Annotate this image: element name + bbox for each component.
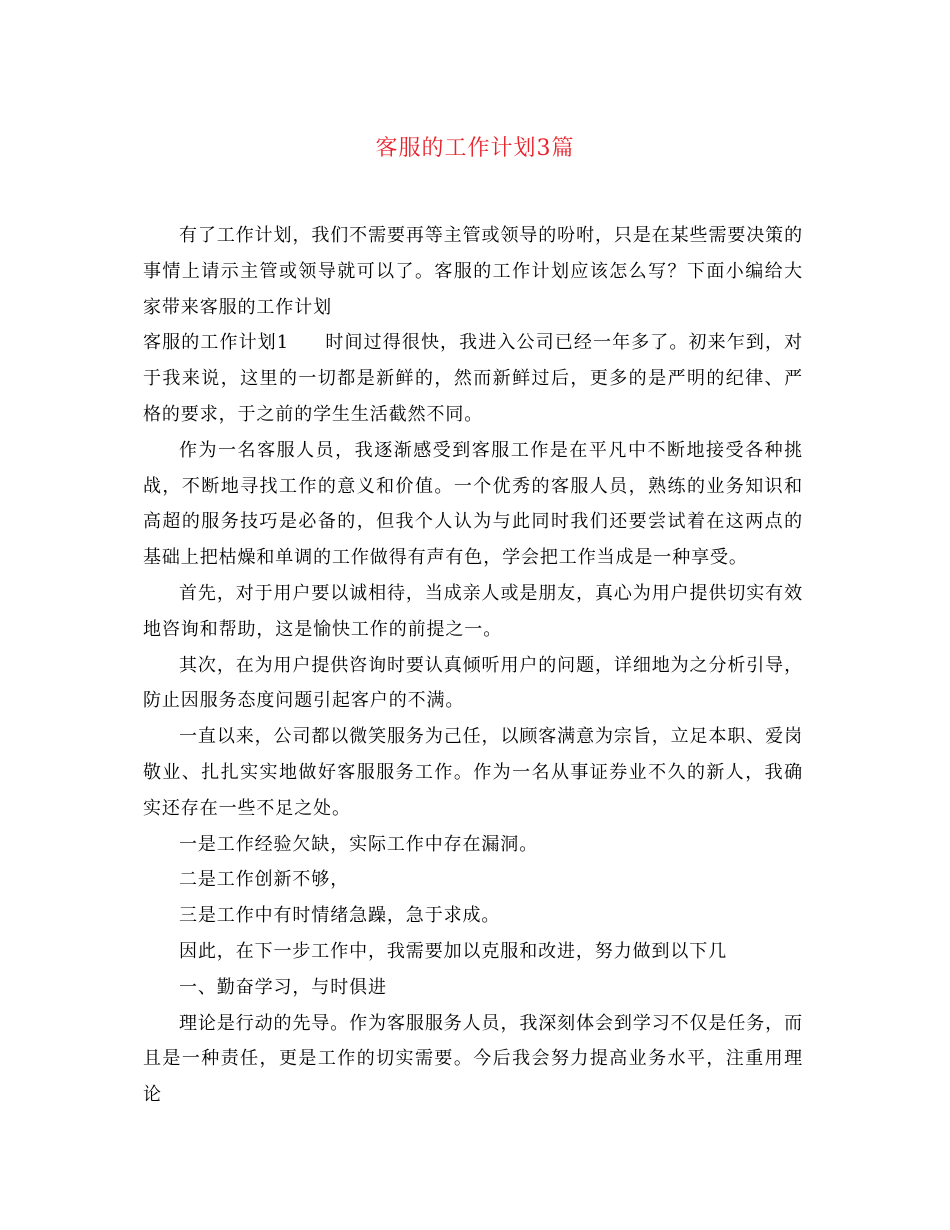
subsection-heading: 一、勤奋学习，与时俱进 xyxy=(179,976,387,998)
body-paragraph: 因此，在下一步工作中，我需要加以克服和改进，努力做到以下几 xyxy=(179,940,728,962)
body-paragraph: 其次，在为用户提供咨询时要认真倾听用户的问题，详细地为之分析引导，防止因服务态度问题引起客户的不满。 xyxy=(143,654,803,712)
body-paragraph: 首先，对于用户要以诚相待，当成亲人或是朋友，真心为用户提供切实有效地咨询和帮助，这是愉快工作的前提之一。 xyxy=(143,582,803,640)
body-paragraph: 一直以来，公司都以微笑服务为己任，以顾客满意为宗旨，立足本职、爱岗敬业、扎扎实实地做好客服服务工作。作为一名从事证券业不久的新人，我确实还存在一些不足之处。 xyxy=(143,726,803,819)
body-paragraph: 作为一名客服人员，我逐渐感受到客服工作是在平凡中不断地接受各种挑战，不断地寻找工作的意义和价值。一个优秀的客服人员，熟练的业务知识和高超的服务技巧是必备的，但我个人认为与此同时我们还要尝试着在这两点的基础上把枯燥和单调的工作做得有声有色，学会把工作当成是一种享受。 xyxy=(143,439,803,569)
body-paragraph: 二是工作创新不够， xyxy=(179,869,350,891)
document-body xyxy=(143,218,803,1113)
body-paragraph: 理论是行动的先导。作为客服服务人员，我深刻体会到学习不仅是任务，而且是一种责任，更是工作的切实需要。今后我会努力提高业务水平，注重用理论 xyxy=(143,1012,803,1106)
section-1-first-text: 时间过得很快，我进入公司已经一年多了。初来乍到，对于我来说，这里的一切都是新鲜的，然而新鲜过后，更多的是严明的纪律、严格的要求，于之前的学生生活截然不同。 xyxy=(143,332,804,425)
intro-paragraph: 有了工作计划，我们不需要再等主管或领导的吩咐，只是在某些需要决策的事情上请示主管或领导就可以了。客服的工作计划应该怎么写？下面小编给大家带来客服的工作计划 xyxy=(143,225,803,318)
document-title: 客服的工作计划3篇 xyxy=(375,136,575,161)
body-paragraph: 三是工作中有时情绪急躁，急于求成。 xyxy=(179,905,501,927)
section-1-heading: 客服的工作计划1 xyxy=(143,332,290,354)
body-paragraph: 一是工作经验欠缺，实际工作中存在漏洞。 xyxy=(179,833,539,855)
section-1-paragraph xyxy=(143,325,803,432)
